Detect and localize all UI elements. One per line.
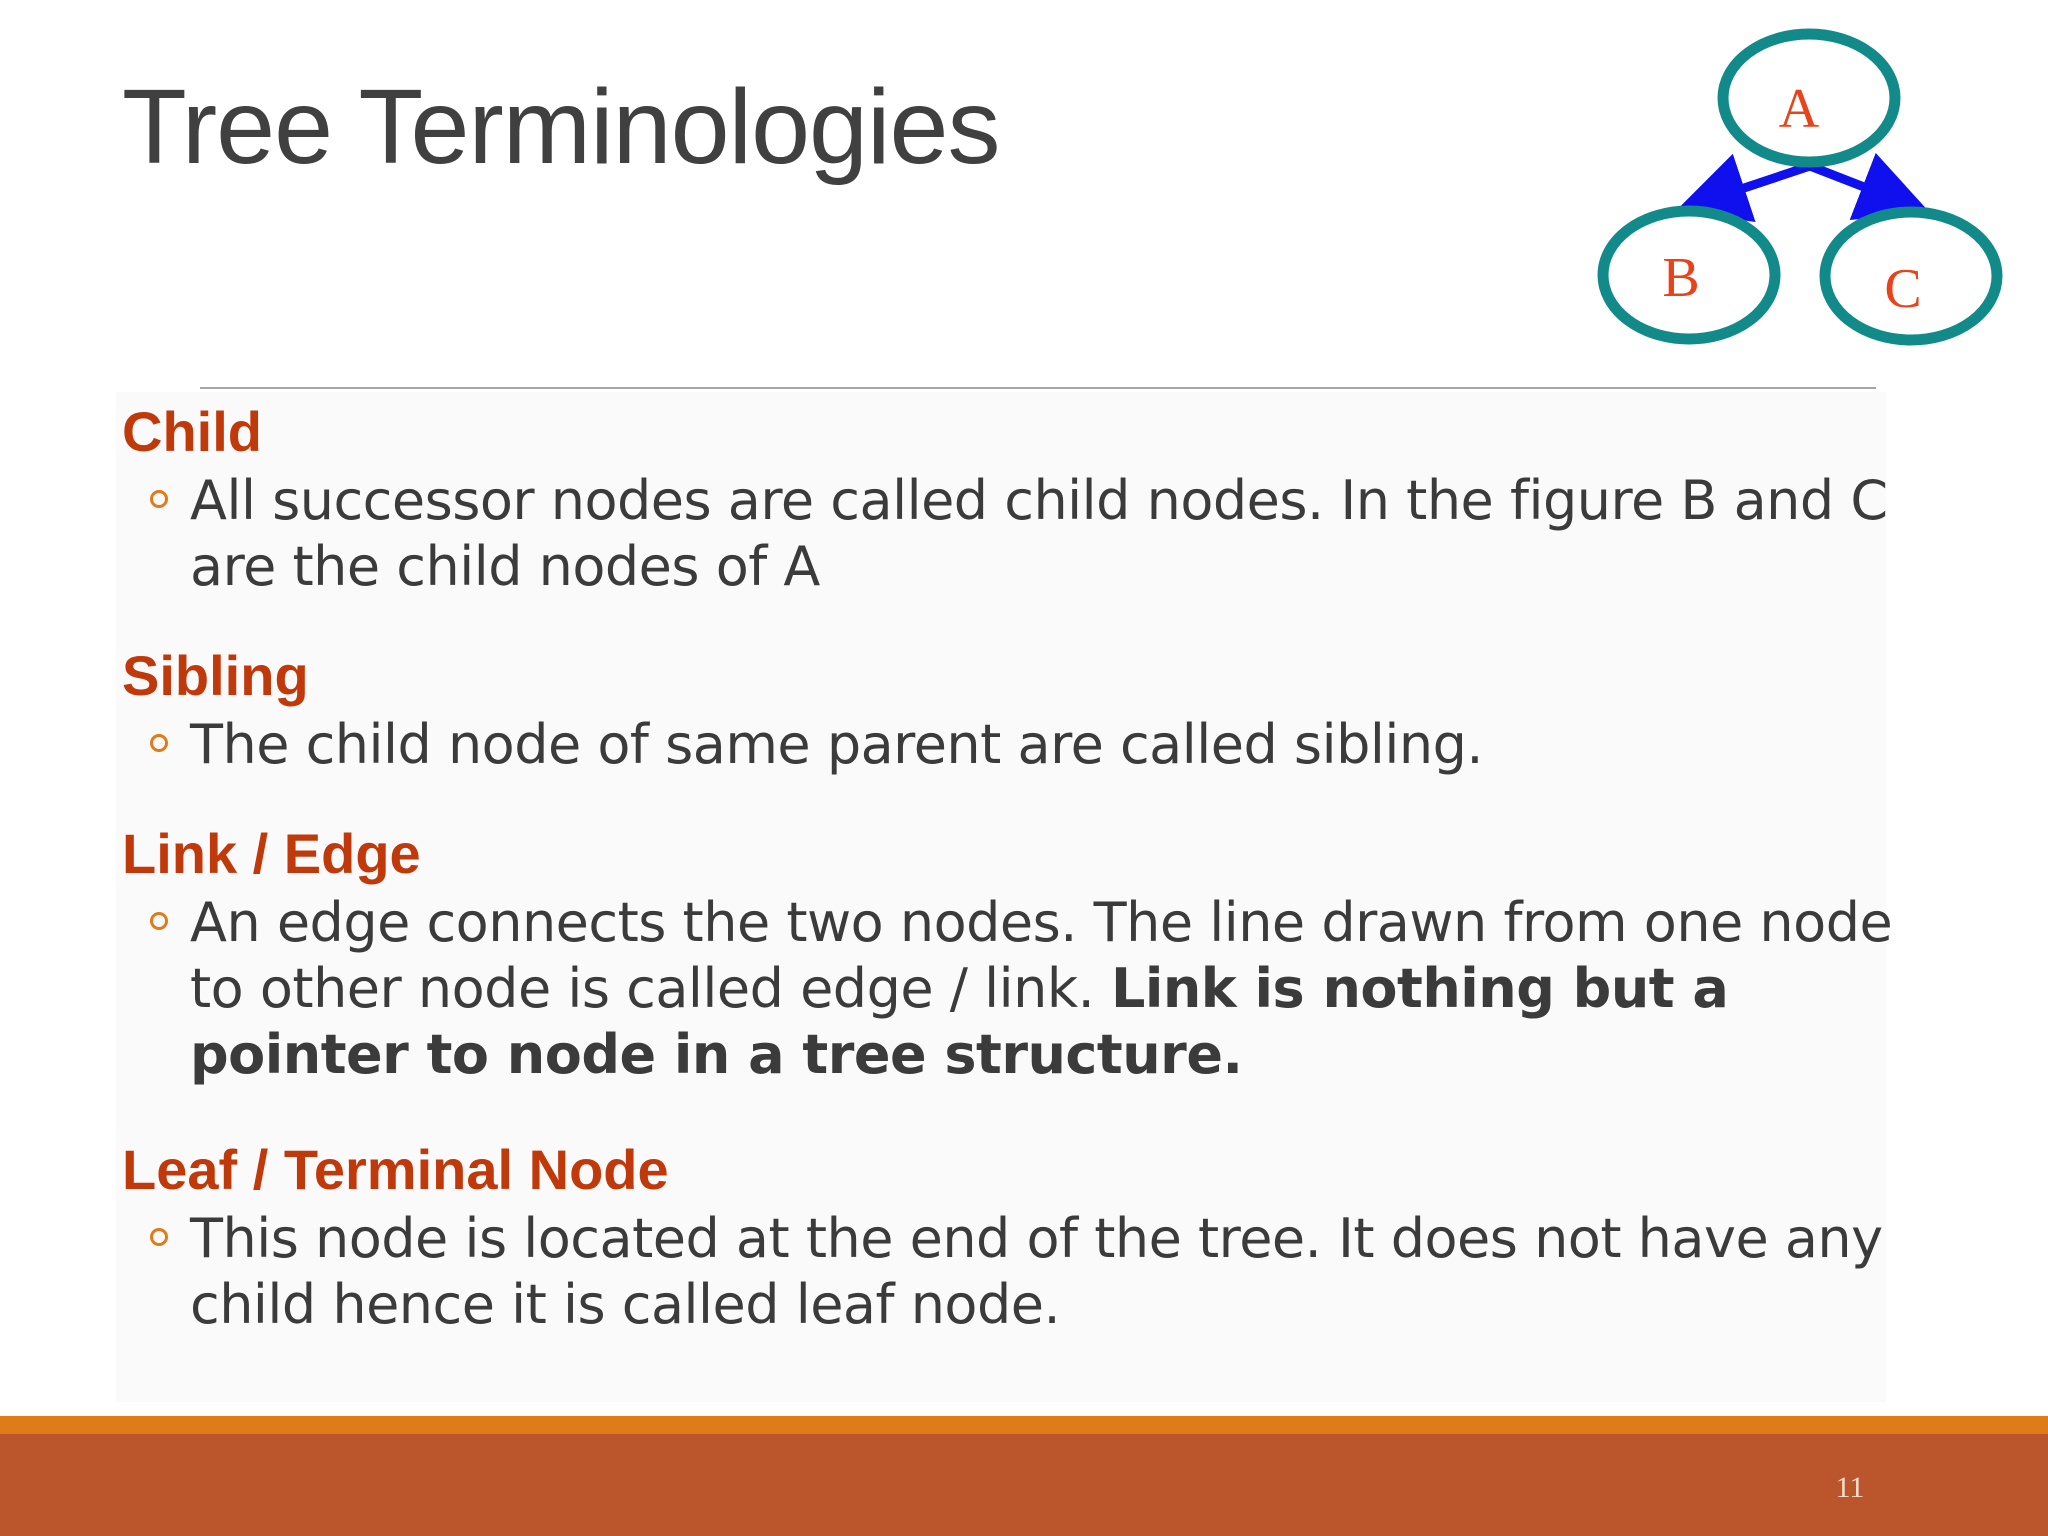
bullet-link-edge — [122, 890, 1962, 1088]
slide-content — [122, 396, 1962, 1338]
bullet-circle-icon — [150, 490, 168, 508]
bullet-leaf-node — [122, 1206, 1962, 1338]
bullet-circle-icon — [150, 912, 168, 930]
term-heading-sibling: Sibling — [122, 644, 309, 707]
node-a-label: A — [1778, 78, 1820, 140]
footer-band — [0, 1416, 2048, 1536]
footer-stripe — [0, 1416, 2048, 1434]
title-divider — [200, 387, 1876, 389]
bullet-text-child: All successor nodes are called child nodes. In the figure B and C are the child nodes of A — [190, 469, 1888, 598]
bullet-circle-icon — [150, 1228, 168, 1246]
page-number: 11 — [1835, 1471, 1865, 1504]
slide-title: Tree Terminologies — [122, 68, 1000, 186]
edge-a-b — [1693, 166, 1810, 205]
bullet-text-sibling: The child node of same parent are called sibling. — [190, 713, 1484, 776]
edge-a-c — [1810, 166, 1913, 206]
node-b-label: B — [1662, 247, 1700, 309]
term-heading-leaf-node: Leaf / Terminal Node — [122, 1138, 669, 1201]
tree-diagram — [1580, 20, 2020, 356]
term-heading-child: Child — [122, 400, 262, 463]
bullet-circle-icon — [150, 734, 168, 752]
bullet-child — [122, 468, 1962, 600]
node-c-label: C — [1884, 258, 1922, 320]
bullet-bold-text-link-edge: Link is nothing but a pointer to node in a tree structure. — [190, 957, 1729, 1086]
bullet-text-link-edge: An edge connects the two nodes. The line drawn from one node to other node is called edge / link. — [190, 891, 1893, 1020]
bullet-sibling — [122, 712, 1962, 778]
bullet-text-leaf-node: This node is located at the end of the tree. It does not have any child hence it is called leaf node. — [190, 1207, 1883, 1336]
term-heading-link-edge: Link / Edge — [122, 822, 421, 885]
